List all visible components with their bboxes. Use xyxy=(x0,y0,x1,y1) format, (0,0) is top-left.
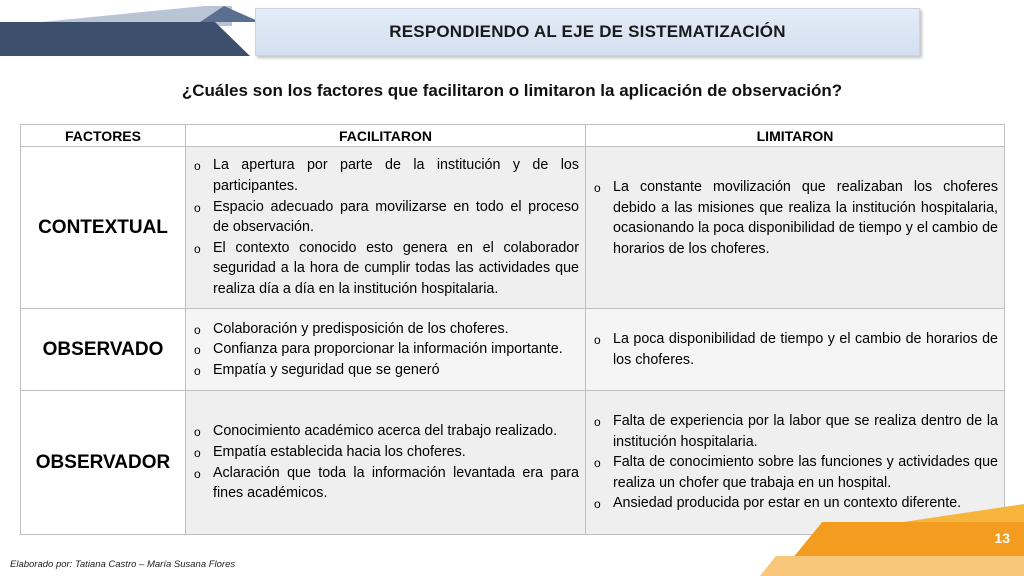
footer-credit: Elaborado por: Tatiana Castro – María Susana Flores xyxy=(10,559,236,570)
facilitaron-cell xyxy=(186,391,586,535)
list-item: o La apertura por parte de la institución y de los participantes. xyxy=(191,155,579,196)
limitaron-cell xyxy=(586,391,1005,535)
list-item: o Colaboración y predisposición de los choferes. xyxy=(191,319,579,340)
facilitaron-cell xyxy=(186,147,586,309)
factors-table xyxy=(20,124,1005,535)
list-item: o Aclaración que toda la información levantada era para fines académicos. xyxy=(191,463,579,504)
title-banner xyxy=(255,8,920,56)
slide-question: ¿Cuáles son los factores que facilitaron o limitaron la aplicación de observación? xyxy=(181,81,843,100)
list-item: o Espacio adecuado para movilizarse en todo el proceso de observación. xyxy=(191,197,579,238)
factor-label: OBSERVADO xyxy=(21,309,186,391)
factor-label: CONTEXTUAL xyxy=(21,147,186,309)
list-item: o Confianza para proporcionar la información importante. xyxy=(191,339,579,360)
header-facilitaron: FACILITARON xyxy=(186,125,586,147)
table-row xyxy=(21,309,1005,391)
slide-title: RESPONDIENDO AL EJE DE SISTEMATIZACIÓN xyxy=(389,22,786,41)
table-header-row xyxy=(21,125,1005,147)
list-item: o Falta de conocimiento sobre las funciones y actividades que realiza un chofer que trabaja en un hospital. xyxy=(591,452,998,493)
list-item: o La constante movilización que realizaban los choferes debido a las misiones que realiza la institución hospitalaria, ocasionando la poca disponibilidad de tiempo y el cambio de horarios de los choferes. xyxy=(591,177,998,259)
decorative-ribbon-dark xyxy=(0,22,250,56)
facilitaron-cell xyxy=(186,309,586,391)
table-row xyxy=(21,147,1005,309)
list-item: o Empatía y seguridad que se generó xyxy=(191,360,579,381)
limitaron-cell xyxy=(586,309,1005,391)
header-limitaron: LIMITARON xyxy=(586,125,1005,147)
header-factores: FACTORES xyxy=(21,125,186,147)
list-item: o La poca disponibilidad de tiempo y el cambio de horarios de los choferes. xyxy=(591,329,998,370)
list-item: o Conocimiento académico acerca del trabajo realizado. xyxy=(191,421,579,442)
list-item: o Ansiedad producida por estar en un contexto diferente. xyxy=(591,493,998,514)
list-item: o Empatía establecida hacia los choferes. xyxy=(191,442,579,463)
limitaron-cell xyxy=(586,147,1005,309)
list-item: o Falta de experiencia por la labor que se realiza dentro de la institución hospitalaria. xyxy=(591,411,998,452)
table-row xyxy=(21,391,1005,535)
list-item: o El contexto conocido esto genera en el colaborador seguridad a la hora de cumplir todas las actividades que realiza día a día en la institución hospitalaria. xyxy=(191,238,579,300)
factor-label: OBSERVADOR xyxy=(21,391,186,535)
decorative-ribbon-light-orange xyxy=(760,556,1024,576)
page-number: 13 xyxy=(994,530,1010,546)
